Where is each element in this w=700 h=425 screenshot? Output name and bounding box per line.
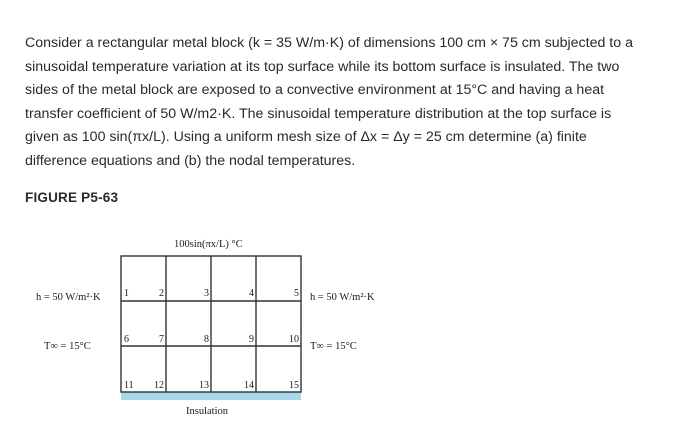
problem-line-3: sides of the metal block are exposed to a convective environment at 15°C and having a heat bbox=[25, 82, 605, 99]
right-h-label: h = 50 W/m²·K bbox=[310, 292, 375, 303]
problem-line-5: given as 100 sin(πx/L). Using a uniform mesh size of Δx = Δy = 25 cm determine (a) finite bbox=[25, 129, 587, 146]
node-label-3: 3 bbox=[204, 288, 209, 299]
left-t-label: T∞ = 15°C bbox=[44, 341, 91, 352]
problem-line-6: difference equations and (b) the nodal temperatures. bbox=[25, 152, 356, 169]
top-boundary-label: 100sin(πx/L) °C bbox=[174, 239, 243, 250]
node-label-1: 1 bbox=[124, 288, 129, 299]
right-t-label: T∞ = 15°C bbox=[310, 341, 357, 352]
problem-line-2: sinusoidal temperature variation at its top surface while its bottom surface is insulated. The two bbox=[25, 58, 620, 75]
node-label-7: 7 bbox=[159, 334, 164, 345]
problem-line-4: transfer coefficient of 50 W/m2·K. The sinusoidal temperature distribution at the top surface is bbox=[25, 105, 612, 122]
node-label-14: 14 bbox=[244, 380, 254, 391]
node-label-12: 12 bbox=[154, 380, 164, 391]
node-label-11: 11 bbox=[124, 380, 134, 391]
figure-caption: FIGURE P5-63 bbox=[25, 190, 119, 205]
node-label-4: 4 bbox=[249, 288, 254, 299]
problem-line-1: Consider a rectangular metal block (k = 35 W/m·K) of dimensions 100 cm × 75 cm subjected to a bbox=[25, 35, 633, 51]
node-label-9: 9 bbox=[249, 334, 254, 345]
node-label-8: 8 bbox=[204, 334, 209, 345]
node-label-15: 15 bbox=[289, 380, 299, 391]
node-label-10: 10 bbox=[289, 334, 299, 345]
bottom-insulation-label: Insulation bbox=[186, 406, 228, 417]
node-label-5: 5 bbox=[294, 288, 299, 299]
left-h-label: h = 50 W/m²·K bbox=[36, 292, 101, 303]
insulation-strip bbox=[121, 392, 301, 400]
node-label-6: 6 bbox=[124, 334, 129, 345]
node-label-2: 2 bbox=[159, 288, 164, 299]
node-label-13: 13 bbox=[199, 380, 209, 391]
